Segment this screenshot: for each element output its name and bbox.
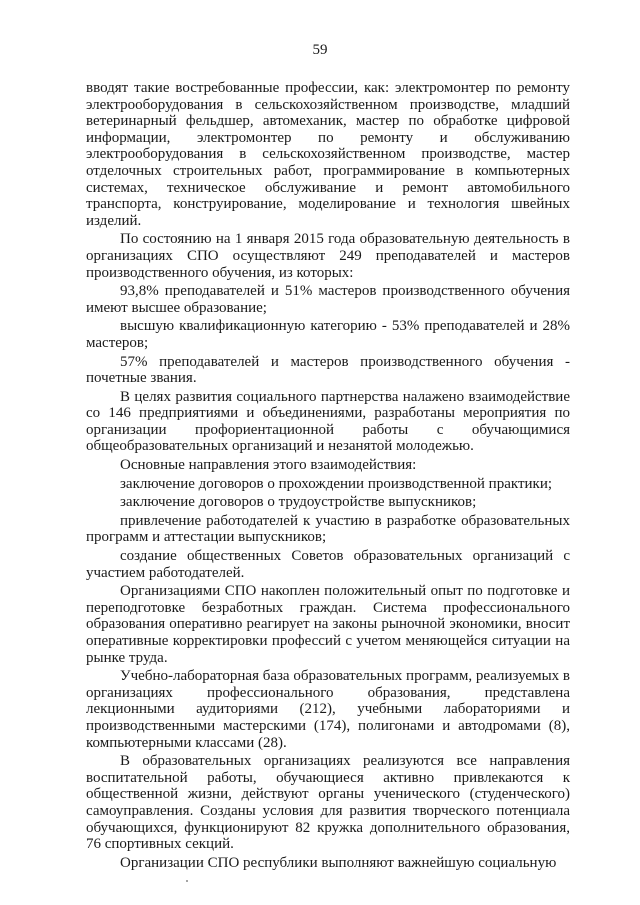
- paragraph: вводят такие востребованные профессии, как: электромонтер по ремонту электрооборудования в сельскохозяйственном производстве, младший ветеринарный фельдшер, автомеханик, мастер по обработке цифровой информации, электромонтер по ремонту и обслуживанию электрооборудования в сельскохозяйственном производстве, мастер отделочных строительных работ, программирование в компьютерных системах, техническое обслуживание и ремонт автомобильного транспорта, конструирование, моделирование и технология швейных изделий.: [86, 80, 570, 229]
- paragraph: 57% преподавателей и мастеров производственного обучения - почетные звания.: [86, 353, 570, 387]
- document-body: [86, 80, 570, 873]
- scan-speck: [186, 880, 188, 882]
- page-number: 59: [312, 42, 328, 58]
- paragraph: В целях развития социального партнерства налажено взаимодействие со 146 предприятиями и объединениями, разработаны мероприятия по организации профориентационной работы с обучающимися общеобразовательных организаций и незанятой молодежью.: [86, 388, 570, 455]
- paragraph: По состоянию на 1 января 2015 года образовательную деятельность в организациях СПО осуществляют 249 преподавателей и мастеров производственного обучения, из которых:: [86, 231, 570, 281]
- paragraph: Организации СПО республики выполняют важнейшую социальную: [120, 854, 557, 871]
- paragraph: 93,8% преподавателей и 51% мастеров производственного обучения имеют высшее образование;: [86, 283, 570, 316]
- paragraph: создание общественных Советов образовательных организаций с участием работодателей.: [86, 548, 570, 581]
- paragraph: Основные направления этого взаимодействия:: [120, 457, 417, 474]
- paragraph: заключение договоров о трудоустройстве выпускников;: [120, 494, 477, 511]
- paragraph: В образовательных организациях реализуются все направления воспитательной работы, обучающиеся активно привлекаются к общественной жизни, действуют органы ученического (студенческого) самоуправления. Созданы условия для развития творческого потенциала обучающихся, функционируют 82 кружка дополнительного образования, 76 спортивных секций.: [86, 753, 570, 853]
- paragraph: Учебно-лабораторная база образовательных программ, реализуемых в организациях профессионального образования, представлена лекционными аудиториями (212), учебными лабораториями и производственными мастерскими (174), полигонами и автодромами (8), компьютерными классами (28).: [86, 668, 570, 751]
- paragraph: Организациями СПО накоплен положительный опыт по подготовке и переподготовке безработных граждан. Система профессионального образования оперативно реагирует на законы рыночной экономики, вносит оперативные корректировки профессий с учетом меняющейся ситуации на рынке труда.: [86, 583, 570, 666]
- paragraph: привлечение работодателей к участию в разработке образовательных программ и аттестации выпускников;: [86, 512, 570, 546]
- paragraph: заключение договоров о прохождении производственной практики;: [120, 475, 553, 492]
- paragraph: высшую квалификационную категорию - 53% преподавателей и 28% мастеров;: [86, 318, 570, 351]
